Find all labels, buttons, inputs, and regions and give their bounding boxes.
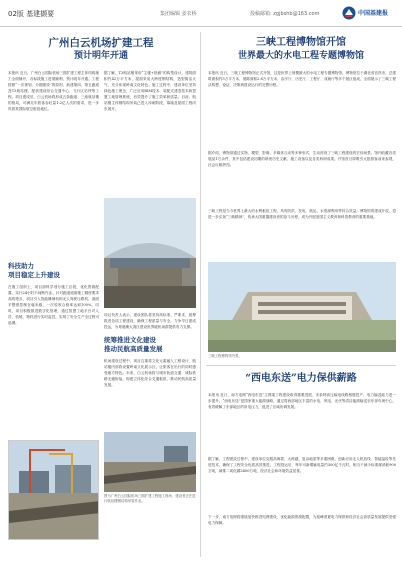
museum-photo bbox=[208, 262, 396, 352]
editor-label: 集团编辑 姜农桥 bbox=[160, 11, 197, 17]
article2-title-line1: 三峡工程博物馆开馆 bbox=[256, 37, 346, 48]
article1-para2: 据了解，T3航站楼采用“主楼+指廊”的构型设计，建筑面积约42万平方米，屋面采用大跨度钢结构，造型简洁大气，充分体现岭南文化特色。施工过程中，建设单位坚持绿色施工理念，广泛应用BIM技术、装配式建造技术和智慧工地管理系统，有效提升了施工效率和质量。目前，航站楼主体钢结构吊装已进入冲刺阶段，幕墙及屋面工程同步展开。 bbox=[104, 71, 196, 111]
article1-title-line1: 广州白云机场扩建工程 bbox=[48, 37, 154, 49]
article1-subhead2 bbox=[104, 336, 196, 354]
article2-title-line2: 世界最大的水电工程专题博物馆 bbox=[237, 50, 364, 61]
airport-construction-photo bbox=[8, 440, 99, 540]
article1-para5: 机场建设过程中，项目注重将文化元素融入工程设计，航站楼内部将设置岭南文化展示区，让旅客在出行的同时感受地方特色。未来，白云机场将与城市轨道交通、城际铁路无缝衔接，构建立体化综合交通枢纽，推动民航高质量发展。 bbox=[104, 359, 196, 387]
article1-para3: 在施工组织上，项目部科学划分施工区段，优化资源配置，实行24小时不间断作业。针对跑道道面施工精度要求高的特点，项目引入智能摊铺机和无人驾驶压路机，道面平整度控制在毫米级，一次验收合格率达到100%。同时，项目积极推进数字化管理，通过智慧工地平台对人员、机械、物料进行实时监控，实现了安全生产全过程可追溯。 bbox=[8, 285, 99, 325]
page-header bbox=[0, 0, 402, 27]
article1-subhead1 bbox=[8, 262, 100, 280]
article1-photo-caption: 图为广州白云国际机场三期扩建工程施工现场，建设者正在进行航站楼钢结构吊装作业。 bbox=[104, 494, 196, 503]
column-divider bbox=[200, 32, 201, 557]
airport-terminal-photo bbox=[104, 198, 196, 308]
logo-emblem-icon bbox=[342, 6, 356, 20]
article1-title-line2: 预计明年开通 bbox=[73, 51, 128, 62]
museum-exterior-image bbox=[208, 262, 396, 352]
runway-image bbox=[104, 432, 196, 492]
logo-text: 中国基建报 bbox=[358, 10, 389, 17]
article1-subhead1-line2: 项目稳定上升建设 bbox=[8, 271, 60, 280]
article3-para1: 本报讯 近日，南方电网“西电东送”主网架工程建设取得重要进展，多条特高压输电线路相继投产，电力输送能力进一步提升。“西电东送”是国家重大能源战略，通过将西部地区丰富的水电、风电、光伏等清洁能源输送至东部负荷中心，有效缓解了东部地区的用电压力，促进了区域协调发展。 bbox=[208, 393, 396, 409]
section-divider bbox=[206, 365, 396, 366]
article3-headline: “西电东送”电力保供薪路 bbox=[245, 373, 357, 384]
article1-para4: 项目负责人表示，建设团队将坚持高标准、严要求，统筹推进各项工程建设，确保工程质量与安全，力争早日建成投运，为粤港澳大湾区建设世界级机场群提供有力支撑。 bbox=[104, 313, 196, 329]
article1-subhead1-line1: 科技助力 bbox=[8, 262, 34, 270]
article2-headline bbox=[206, 36, 396, 62]
article3-para2: 据了解，工程建设过程中，建设单位克服高海拔、大跨越、复杂地质等多重困难，创新应用无人机放线、智能巡检等先进技术，确保了工程安全优质高效推进。工程投运后，每年可新增输电量约300亿千瓦时，相当于减少标准煤消耗900万吨，减排二氧化碳2400万吨，经济社会和环境效益显著。 bbox=[208, 457, 396, 473]
article2-para1: 本报讯 近日，三峡工程博物馆正式开馆，这是世界上规模最大的水电工程专题博物馆。博物馆位于湖北省宜昌市，总建筑面积约5万平方米，展陈面积2.8万平方米，由序厅、历史厅、工程厅、成就厅等多个展区组成，全面展示了三峡工程从构想、论证、决策到建设运行的完整历程。 bbox=[208, 71, 396, 87]
newspaper-logo bbox=[342, 5, 396, 21]
terminal-building-image bbox=[104, 198, 196, 308]
construction-site-image bbox=[9, 441, 99, 540]
airport-runway-photo bbox=[104, 432, 196, 492]
article3-para3: 下一步，南方电网将继续加快推进电网建设，优化能源资源配置，为迎峰度夏电力保供和经济社会高质量发展提供坚强电力保障。 bbox=[208, 515, 396, 525]
article2-photo-caption: 三峡工程博物馆外景。 bbox=[208, 354, 242, 358]
article1-headline bbox=[6, 36, 196, 62]
article1-para1: 本报讯 近日，广州白云国际机场三期扩建工程主体结构施工全面铺开，各标段施工进展顺利，预计明年开通。工程按照“一次规划、分期建设”的原则，新建第四、第五跑道及T3航站楼，配套建设综合交通中心、飞行区站坪等工程。项目建成后，白云机场将形成五条跑道、三座航站楼的格局，可满足年旅客吞吐量1.2亿人次的需求，进一步巩固其国际航空枢纽地位。 bbox=[8, 71, 99, 111]
article2-para2: 据介绍，博物馆通过实物、模型、影像、多媒体互动等多种形式，生动再现了三峡工程建设的宏伟场景。馆内收藏各类展品1万余件，其中包括建设初期的珍贵历史文献、施工设备以及各类科研成果。开馆首日即吸引大批游客前来参观，社会反响热烈。 bbox=[208, 151, 396, 167]
article1-subhead2-line2: 推动民航高质量发展 bbox=[104, 345, 163, 354]
submission-email: 投稿邮箱: zgjbshb@163.com bbox=[250, 11, 320, 17]
article2-para3: 三峡工程是当今世界上最大的水利枢纽工程，具有防洪、发电、航运、水资源利用等综合效益。博物馆的建成开放，将进一步弘扬“三峡精神”，传承大国重器建设者的奋斗历程，成为开展爱国主义教育和科普教育的重要基地。 bbox=[208, 209, 396, 219]
page-section-label: 02版 基建撷要 bbox=[8, 10, 55, 18]
article1-subhead2-line1: 统筹推进文化建设 bbox=[104, 336, 156, 344]
